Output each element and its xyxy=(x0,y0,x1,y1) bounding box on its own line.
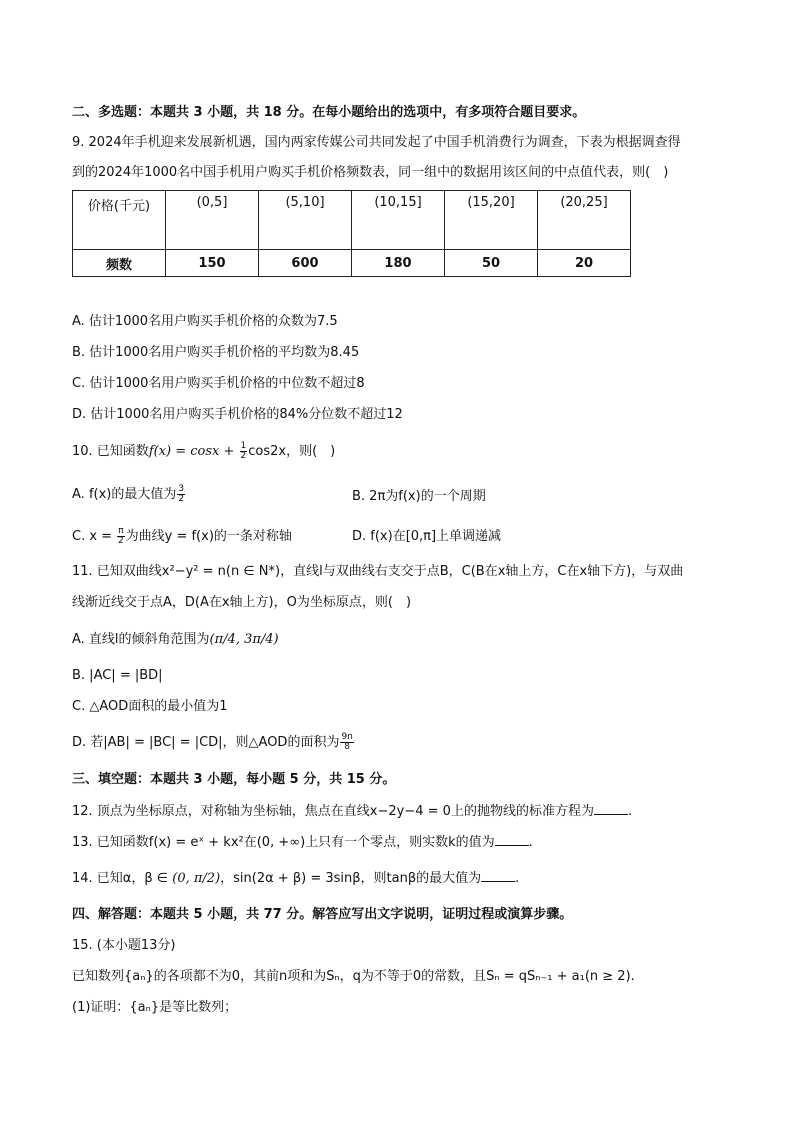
question-10-option-c xyxy=(72,527,292,546)
question-11-option-d xyxy=(72,733,355,752)
table-row xyxy=(73,191,631,250)
answer-blank[interactable] xyxy=(594,802,628,815)
question-15-stem: 已知数列{aₙ}的各项都不为0，其前n项和为Sₙ，q为不等于0的常数，且Sₙ = qSₙ₋₁ + a₁(n ≥ 2). xyxy=(72,969,635,984)
option-label: C. x = xyxy=(72,529,117,544)
question-text: 13. 已知函数f(x) = eˣ + kx²在(0, +∞)上只有一个零点，则实数k的值为 xyxy=(72,835,495,850)
question-9-line-1: 9. 2024年手机迎来发展新机遇，国内两家传媒公司共同发起了中国手机消费行为调查，下表为根据调查得 xyxy=(72,135,681,150)
table-cell-interval: (15,20] xyxy=(445,191,538,250)
fraction-numerator: 1 xyxy=(240,441,247,451)
table-cell-count: 180 xyxy=(352,250,445,277)
fraction xyxy=(117,527,124,546)
table-cell-count: 50 xyxy=(445,250,538,277)
fraction-denominator: 8 xyxy=(344,742,351,752)
table-cell-count: 600 xyxy=(259,250,352,277)
section-3-header: 三、填空题：本题共 3 小题，每小题 5 分，共 15 分。 xyxy=(72,772,396,787)
fraction-denominator: 2 xyxy=(178,494,185,504)
question-11-option-c: C. △AOD面积的最小值为1 xyxy=(72,699,228,714)
price-frequency-table xyxy=(72,190,631,277)
question-11-option-b: B. |AC| = |BD| xyxy=(72,668,163,683)
question-15-title: 15. (本小题13分) xyxy=(72,938,176,953)
question-10-option-d: D. f(x)在[0,π]上单调递减 xyxy=(352,529,502,544)
question-10-stem xyxy=(72,442,335,461)
option-label: A. xyxy=(72,487,89,502)
question-14 xyxy=(72,869,519,888)
question-text: 14. 已知α，β ∈ xyxy=(72,871,173,886)
answer-blank[interactable] xyxy=(481,869,515,882)
interval: (0, π/2) xyxy=(172,871,221,886)
question-9-option-a: A. 估计1000名用户购买手机价格的众数为7.5 xyxy=(72,314,338,329)
answer-blank[interactable] xyxy=(495,833,529,846)
question-11-line-2: 线渐近线交于点A，D(A在x轴上方)，O为坐标原点，则( ) xyxy=(72,595,412,610)
table-cell-count: 150 xyxy=(166,250,259,277)
table-cell-interval: (5,10] xyxy=(259,191,352,250)
question-9-option-c: C. 估计1000名用户购买手机价格的中位数不超过8 xyxy=(72,376,365,391)
fraction-denominator: 2 xyxy=(240,451,247,461)
fraction xyxy=(240,442,248,461)
table-row xyxy=(73,250,631,277)
angle-interval: (π/4, 3π/4) xyxy=(209,632,279,647)
fraction xyxy=(340,733,353,752)
question-9-option-d: D. 估计1000名用户购买手机价格的84%分位数不超过12 xyxy=(72,407,403,422)
option-text: D. 若|AB| = |BC| = |CD|，则△AOD的面积为 xyxy=(72,735,340,750)
question-end: . xyxy=(627,804,633,819)
question-10-option-a xyxy=(72,485,186,504)
question-15-part-1: (1)证明：{aₙ}是等比数列； xyxy=(72,1000,238,1015)
question-end: . xyxy=(515,871,520,886)
question-9-line-2: 到的2024年1000名中国手机用户购买手机价格频数表，同一组中的数据用该区间的中点值代表，则( ) xyxy=(72,165,669,180)
question-12 xyxy=(72,802,632,821)
question-10-number: 10. 已知函数 xyxy=(72,444,149,459)
question-11-line-1: 11. 已知双曲线x²−y² = n(n ∈ N*)，直线l与双曲线右支交于点B，C(B在x轴上方，C在x轴下方)，与双曲 xyxy=(72,564,684,579)
table-cell-interval: (20,25] xyxy=(538,191,631,250)
fraction-numerator: 9n xyxy=(341,732,353,742)
table-cell-count: 20 xyxy=(538,250,631,277)
option-text: A. 直线l的倾斜角范围为 xyxy=(72,632,210,647)
question-10-function: f(x) = cosx + xyxy=(148,444,239,459)
fraction-numerator: 3 xyxy=(178,484,185,494)
question-13 xyxy=(72,833,533,852)
option-text: f(x)的最大值为 xyxy=(88,487,177,502)
question-end: . xyxy=(528,835,533,850)
fraction-numerator: π xyxy=(118,526,124,536)
question-9-option-b: B. 估计1000名用户购买手机价格的平均数为8.45 xyxy=(72,345,360,360)
question-10-stem-end: cos2x，则( ) xyxy=(248,444,336,459)
section-2-header: 二、多选题：本题共 3 小题，共 18 分。在每小题给出的选项中，有多项符合题目要求。 xyxy=(72,105,586,120)
table-cell-interval: (10,15] xyxy=(352,191,445,250)
table-header-price: 价格(千元) xyxy=(73,191,166,250)
question-10-option-b: B. 2π为f(x)的一个周期 xyxy=(352,489,486,504)
question-11-option-a xyxy=(72,631,279,649)
table-cell-interval: (0,5] xyxy=(166,191,259,250)
section-4-header: 四、解答题：本题共 5 小题，共 77 分。解答应写出文字说明，证明过程或演算步骤。 xyxy=(72,907,573,922)
option-text: 为曲线y = f(x)的一条对称轴 xyxy=(125,529,292,544)
question-text: ，sin(2α + β) = 3sinβ，则tanβ的最大值为 xyxy=(220,871,482,886)
table-header-frequency: 频数 xyxy=(73,250,166,277)
fraction xyxy=(177,485,185,504)
question-text: 12. 顶点为坐标原点，对称轴为坐标轴，焦点在直线x−2y−4 = 0上的抛物线的标准方程为 xyxy=(72,804,594,819)
fraction-denominator: 2 xyxy=(118,536,124,546)
